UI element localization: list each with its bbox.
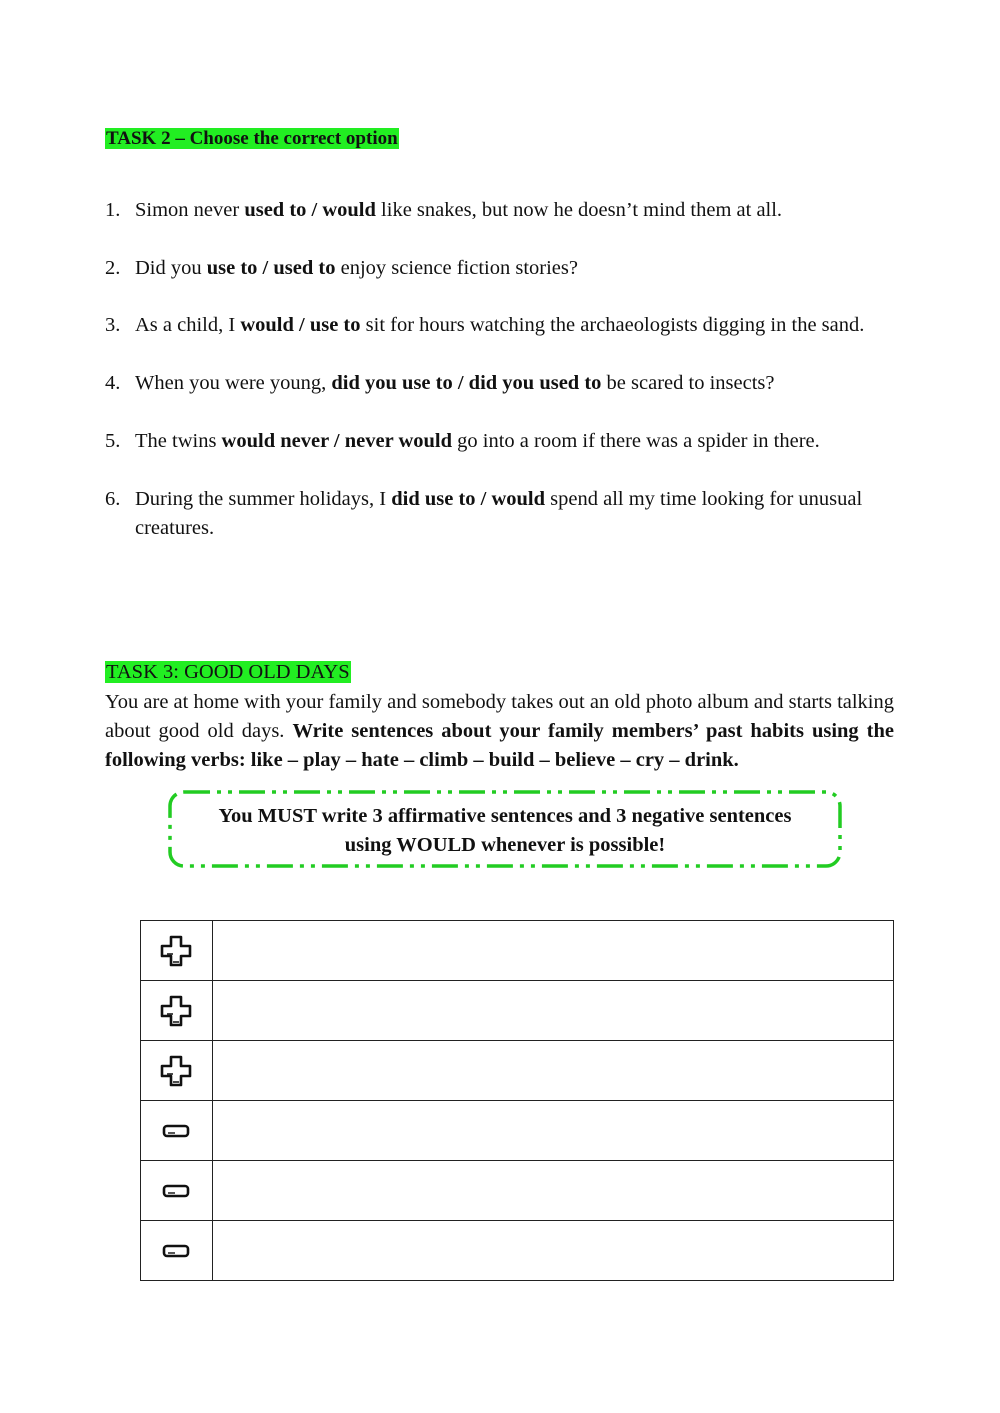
answer-row bbox=[141, 1161, 894, 1221]
plus-icon bbox=[159, 1054, 193, 1088]
option-choice[interactable]: used to / would bbox=[244, 199, 376, 221]
question-number: 3. bbox=[105, 314, 121, 336]
question-1 bbox=[105, 196, 905, 225]
minus-icon bbox=[161, 1121, 191, 1141]
question-text: During the summer holidays, I did use to / would spend all my time looking for unusual creatures. bbox=[135, 488, 863, 539]
answer-row bbox=[141, 1101, 894, 1161]
minus-icon bbox=[161, 1181, 191, 1201]
requirement-note-box bbox=[168, 790, 842, 868]
answer-line[interactable] bbox=[212, 981, 893, 1041]
instructions-bold-text: Write sentences about your family members’ past habits using the following verbs: like – play – hate – climb – build – believe – cry – drink. bbox=[105, 720, 894, 771]
question-3 bbox=[105, 311, 905, 340]
question-number: 2. bbox=[105, 257, 121, 279]
task3-title-text: TASK 3: GOOD OLD DAYS bbox=[106, 661, 350, 683]
task3-instructions bbox=[105, 688, 894, 775]
task2-title bbox=[105, 127, 399, 151]
answer-table bbox=[140, 920, 894, 1281]
plus-icon bbox=[159, 934, 193, 968]
option-choice[interactable]: did you use to / did you used to bbox=[331, 372, 602, 394]
option-choice[interactable]: use to / used to bbox=[206, 257, 336, 279]
question-number: 4. bbox=[105, 372, 121, 394]
note-line-1: You MUST write 3 affirmative sentences and 3 negative sentences bbox=[218, 805, 792, 827]
question-text: The twins would never / never would go into a room if there was a spider in there. bbox=[135, 430, 820, 452]
question-number: 6. bbox=[105, 488, 121, 510]
task2-title-text: TASK 2 – Choose the correct option bbox=[106, 128, 398, 149]
question-text: Did you use to / used to enjoy science fiction stories? bbox=[135, 257, 578, 279]
option-choice[interactable]: did use to / would bbox=[391, 488, 546, 510]
instructions-text: You are at home with your family and somebody takes out an old photo album and starts talking about good old days. bbox=[105, 691, 894, 742]
question-4 bbox=[105, 369, 905, 398]
question-text: When you were young, did you use to / did you used to be scared to insects? bbox=[135, 372, 775, 394]
plus-icon bbox=[159, 994, 193, 1028]
answer-line[interactable] bbox=[212, 1161, 893, 1221]
option-choice[interactable]: would never / never would bbox=[221, 430, 453, 452]
note-line-2: using WOULD whenever is possible! bbox=[344, 834, 666, 856]
question-6 bbox=[105, 485, 905, 543]
answer-line[interactable] bbox=[212, 1041, 893, 1101]
question-2 bbox=[105, 254, 905, 283]
answer-line[interactable] bbox=[212, 1101, 893, 1161]
answer-row bbox=[141, 1041, 894, 1101]
question-number: 5. bbox=[105, 430, 121, 452]
answer-line[interactable] bbox=[212, 921, 893, 981]
answer-row bbox=[141, 921, 894, 981]
sign-cell bbox=[141, 1101, 213, 1161]
task3-title bbox=[105, 658, 351, 686]
sign-cell bbox=[141, 1041, 213, 1101]
sign-cell bbox=[141, 921, 213, 981]
sign-cell bbox=[141, 1221, 213, 1281]
answer-row bbox=[141, 1221, 894, 1281]
option-choice[interactable]: would / use to bbox=[240, 314, 361, 336]
answer-line[interactable] bbox=[212, 1221, 893, 1281]
question-number: 1. bbox=[105, 199, 121, 221]
question-text: As a child, I would / use to sit for hours watching the archaeologists digging in the sand. bbox=[135, 314, 865, 336]
sign-cell bbox=[141, 981, 213, 1041]
answer-row bbox=[141, 981, 894, 1041]
requirement-note bbox=[168, 802, 842, 860]
question-text: Simon never used to / would like snakes, but now he doesn’t mind them at all. bbox=[135, 199, 783, 221]
minus-icon bbox=[161, 1241, 191, 1261]
sign-cell bbox=[141, 1161, 213, 1221]
question-5 bbox=[105, 427, 905, 456]
